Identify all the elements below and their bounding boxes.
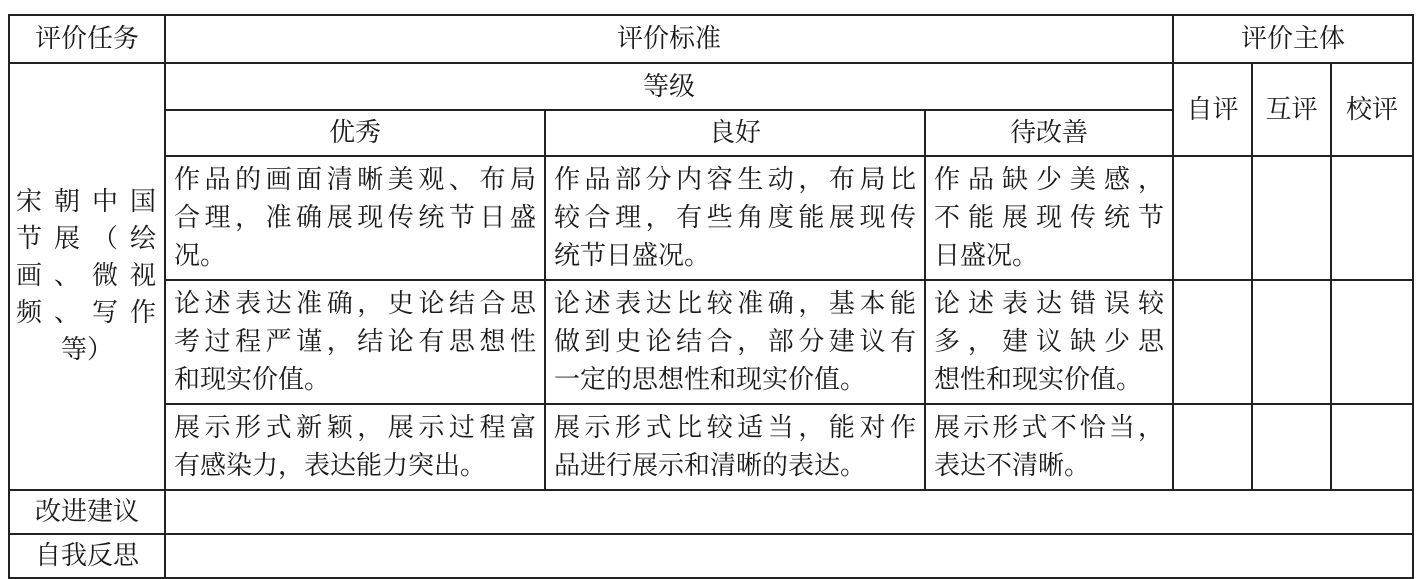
score-peer-cell[interactable] <box>1252 280 1331 404</box>
level-improve: 待改善 <box>925 110 1173 156</box>
task-line: 频、写作 <box>16 298 158 328</box>
self-reflection-field[interactable] <box>165 534 1413 578</box>
improve-suggestion-label: 改进建议 <box>9 490 165 534</box>
task-text <box>10 184 164 369</box>
criteria-line: 有感染力，表达能力突出。 <box>174 451 487 481</box>
criteria-line: 作品缺少美感， <box>934 165 1165 195</box>
criteria-row <box>9 156 1413 280</box>
score-self-cell[interactable] <box>1173 156 1252 280</box>
evaluator-self: 自评 <box>1173 63 1252 156</box>
criteria-line: 不能展现传统节 <box>934 203 1165 233</box>
criteria-line: 况。 <box>174 241 227 271</box>
criteria-row <box>9 404 1413 490</box>
criteria-line: 做到史论结合，部分建议有 <box>554 327 916 357</box>
task-line: 宋朝中国 <box>16 187 158 217</box>
criteria-improve <box>925 156 1173 280</box>
task-line: 节展（绘 <box>16 224 158 254</box>
self-reflection-row <box>9 534 1413 578</box>
criteria-line: 表达不清晰。 <box>934 451 1091 481</box>
criteria-line: 品进行展示和清晰的表达。 <box>554 451 867 481</box>
score-school-cell[interactable] <box>1331 404 1413 490</box>
header-task: 评价任务 <box>9 15 165 63</box>
improve-suggestion-row <box>9 490 1413 534</box>
criteria-line: 统节日盛况。 <box>554 241 711 271</box>
criteria-improve <box>925 280 1173 404</box>
header-criteria: 评价标准 <box>165 15 1173 63</box>
criteria-line: 展示形式新颖，展示过程富 <box>174 413 536 443</box>
criteria-line: 展示形式比较适当，能对作 <box>554 413 916 443</box>
grade-header: 等级 <box>165 63 1173 110</box>
criteria-line: 展示形式不恰当， <box>934 413 1165 443</box>
evaluation-table-wrapper <box>8 14 1414 579</box>
score-school-cell[interactable] <box>1331 280 1413 404</box>
evaluator-peer: 互评 <box>1252 63 1331 156</box>
criteria-good <box>545 156 925 280</box>
criteria-line: 论述表达比较准确，基本能 <box>554 289 916 319</box>
criteria-line: 论述表达错误较 <box>934 289 1165 319</box>
criteria-line: 想性和现实价值。 <box>934 365 1143 395</box>
criteria-line: 较合理，有些角度能展现传 <box>554 203 916 233</box>
header-row <box>9 15 1413 63</box>
task-line: 画、微视 <box>16 261 158 291</box>
criteria-line: 作品部分内容生动，布局比 <box>554 165 916 195</box>
grade-row <box>9 63 1413 110</box>
score-self-cell[interactable] <box>1173 280 1252 404</box>
header-subject: 评价主体 <box>1173 15 1413 63</box>
criteria-line: 和现实价值。 <box>174 365 331 395</box>
criteria-line: 日盛况。 <box>934 241 1039 271</box>
criteria-good <box>545 404 925 490</box>
criteria-line: 合理，准确展现传统节日盛 <box>174 203 536 233</box>
criteria-excellent <box>165 156 545 280</box>
criteria-line: 作品的画面清晰美观、布局 <box>174 165 536 195</box>
score-peer-cell[interactable] <box>1252 404 1331 490</box>
criteria-line: 一定的思想性和现实价值。 <box>554 365 867 395</box>
level-good: 良好 <box>545 110 925 156</box>
criteria-good <box>545 280 925 404</box>
level-excellent: 优秀 <box>165 110 545 156</box>
score-school-cell[interactable] <box>1331 156 1413 280</box>
improve-suggestion-field[interactable] <box>165 490 1413 534</box>
criteria-line: 论述表达准确，史论结合思 <box>174 289 536 319</box>
score-self-cell[interactable] <box>1173 404 1252 490</box>
score-peer-cell[interactable] <box>1252 156 1331 280</box>
criteria-line: 考过程严谨，结论有思想性 <box>174 327 536 357</box>
criteria-line: 多，建议缺少思 <box>934 327 1165 357</box>
criteria-improve <box>925 404 1173 490</box>
evaluation-table <box>8 14 1414 579</box>
task-line: 等） <box>60 335 113 365</box>
task-cell <box>9 63 165 490</box>
criteria-excellent <box>165 404 545 490</box>
criteria-excellent <box>165 280 545 404</box>
self-reflection-label: 自我反思 <box>9 534 165 578</box>
criteria-row <box>9 280 1413 404</box>
evaluator-school: 校评 <box>1331 63 1413 156</box>
